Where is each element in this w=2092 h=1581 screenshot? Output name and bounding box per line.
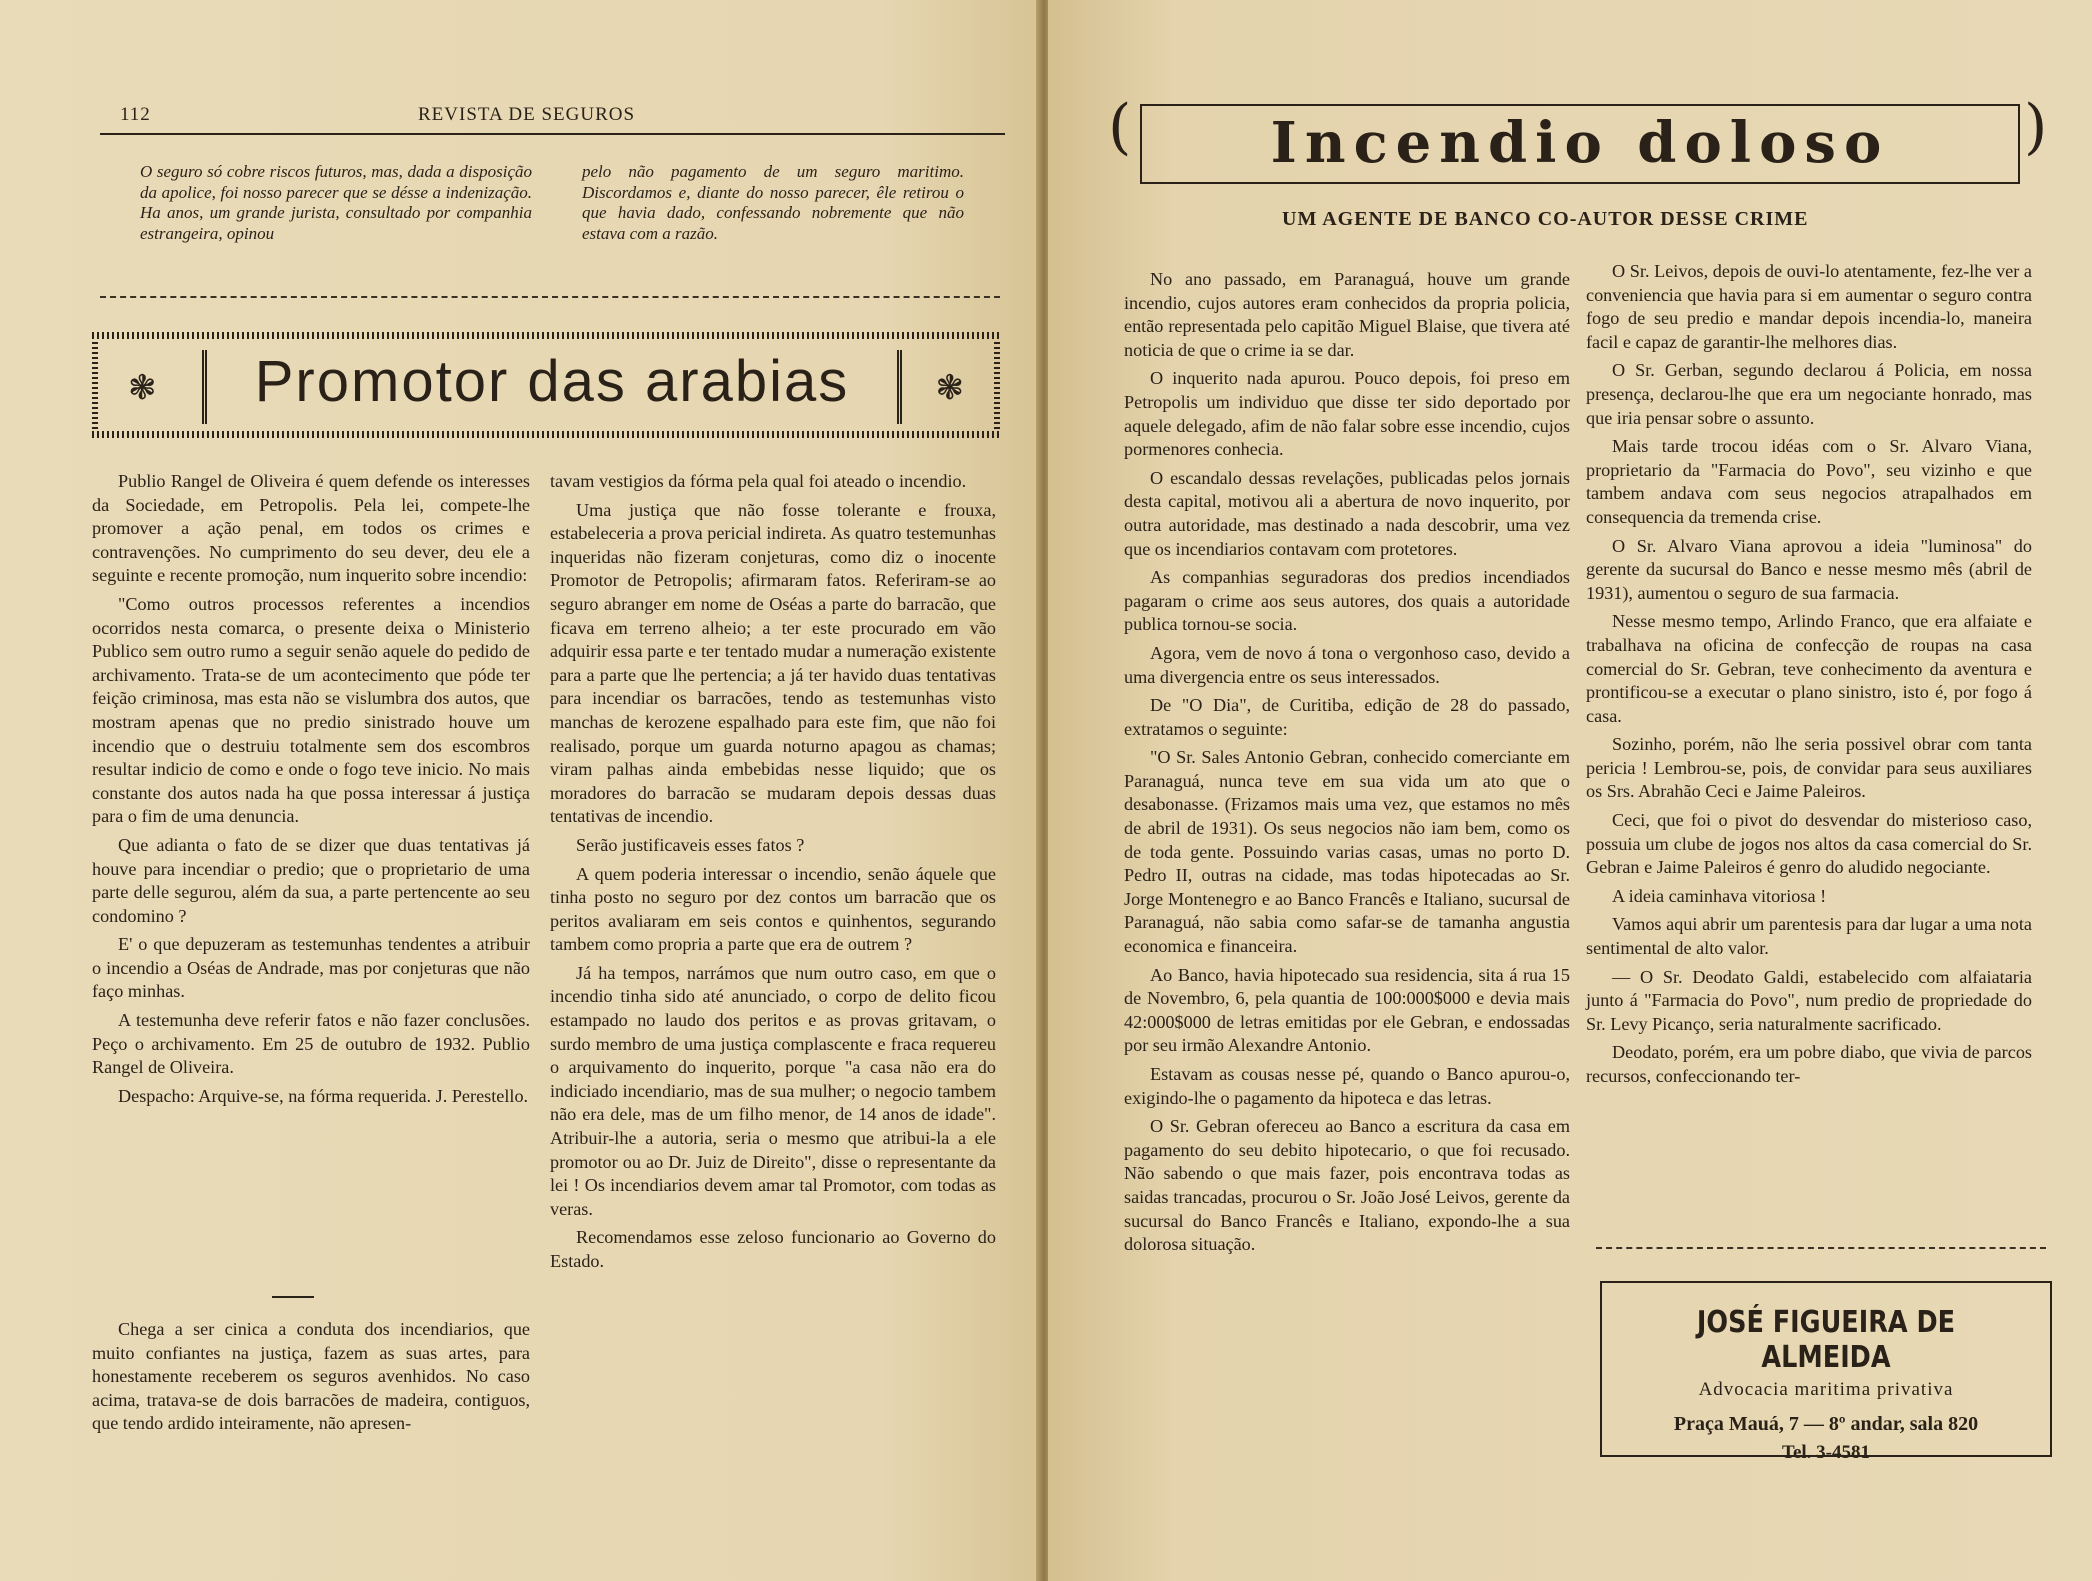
paragraph: Uma justiça que não fosse tolerante e frouxa, estabeleceria a prova pericial indireta. As quatro testemunhas inqueridas não fizeram conjeturas, como diz o inocente Promotor de Petropolis; afirmaram fatos. Referiram-se ao seguro abranger em nome de Oséas a parte do barracão, que ficava em terreno alheio; a ter este procurado em vão adquirir essa parte e ter tentado mudar a numeração existente para a parte que lhe pertencia; a já ter havido duas tentativas para incendiar os barracões, tendo as testemunhas visto manchas de kerozene espalhado para este fim, que não foi realisado, porque um guarda noturno apagou as chamas; viram palhas ainda embebidas nesse liquido; que os moradores do barracão se mudaram depois dessas duas tentativas de incendio. — [550, 499, 996, 827]
paragraph: tavam vestigios da fórma pela qual foi ateado o incendio. — [550, 471, 967, 491]
paragraph: A testemunha deve referir fatos e não fazer conclusões. Peço o archivamento. Em 25 de outubro de 1932. Publio Rangel de Oliveira. — [92, 1010, 530, 1078]
ad-specialty: Advocacia maritima privativa — [1698, 1379, 1954, 1400]
paragraph: "O Sr. Sales Antonio Gebran, conhecido comerciante em Paranaguá, nunca teve em sua vida um ato que o desabonasse. (Frizamos mais uma vez, que estamos no mês de abril de 1931). Os seus negocios não iam bem, como os de toda gente. Possuindo varias casas, umas no porto D. Pedro II, outras na cidade, mas todas hipotecadas ao Sr. Jorge Montenegro e ao Banco Francês e Italiano, sucursal de Paranaguá, não sabia como safar-se de tamanha angustia economica e financeira. — [1124, 747, 1570, 957]
paragraph: Sozinho, porém, não lhe seria possivel obrar com tanta pericia ! Lembrou-se, pois, de convidar para seus auxiliares os Srs. Abrahão Ceci e Jaime Paleiros. — [1586, 734, 2032, 802]
flower-ornament-icon: ❃ — [935, 370, 964, 407]
paragraph: No ano passado, em Paranaguá, houve um grande incendio, cujos autores eram conhecidos da propria policia, então representada pelo capitão Miguel Blaise, que tivera até noticia de que o crime ia se dar. — [1124, 269, 1570, 360]
ad-phone: Tel. 3-4581 — [1782, 1442, 1870, 1463]
bracket-ornament: ) — [2024, 92, 2048, 162]
paragraph: As companhias seguradoras dos predios incendiados pagaram o crime aos seus autores, dos quais a autoridade publica tornou-se socia. — [1124, 567, 1570, 635]
paragraph: Ceci, que foi o pivot do desvendar do misterioso caso, possuia um clube de jogos nos altos da casa comercial do Sr. Gebran e Jaime Paleiros é genro do aludido negociante. — [1586, 810, 2032, 878]
separator-rule — [1596, 1247, 2046, 1249]
page-number: 112 — [120, 104, 151, 125]
right-column-1 — [1124, 268, 1570, 1262]
advertisement-box — [1600, 1281, 2052, 1463]
intro-col-1 — [140, 162, 532, 244]
paragraph: Publio Rangel de Oliveira é quem defende os interesses da Sociedade, em Petropolis. Pela lei, compete-lhe promover a ação penal, em todos os crimes e contravenções. No cumprimento do seu dever, deu ele a seguinte e recente promoção, num inquerito sobre incendio: — [92, 471, 530, 586]
box-right-rule — [994, 342, 1000, 430]
paragraph: Agora, vem de novo á tona o vergonhoso caso, devido a uma divergencia entre os seus interessados. — [1124, 642, 1570, 687]
paragraph: Mais tarde trocou idéas com o Sr. Alvaro Viana, proprietario da "Farmacia do Povo", seu vizinho e que tambem andava com seus negocios atrapalhados em consequencia da tremenda crise. — [1586, 436, 2032, 527]
separator-rule — [100, 296, 1000, 298]
right-column-2 — [1586, 260, 2032, 1094]
paragraph: A ideia caminhava vitoriosa ! — [1612, 885, 1827, 906]
paragraph: O Sr. Alvaro Viana aprovou a ideia "luminosa" do gerente da sucursal do Banco e nesse mesmo mês (abril de 1931), aumentou o seguro de sua farmacia. — [1586, 535, 2032, 603]
intro-col-2 — [582, 162, 964, 244]
left-column-2 — [550, 470, 996, 1279]
intro-text-2: pelo não pagamento de um seguro maritimo. Discordamos e, diante do nosso parecer, êle retirou o que havia dado, confessando nobremente que não estava com a razão. — [582, 162, 964, 243]
header-rule — [100, 133, 1005, 135]
intro-text-1: O seguro só cobre riscos futuros, mas, dada a disposição da apolice, foi nosso parecer que se désse a indenização. Ha anos, um grande jurista, consultado por companhia estrangeira, opinou — [140, 162, 532, 243]
box-top-rule — [92, 332, 1000, 339]
paragraph: Deodato, porém, era um pobre diabo, que vivia de parcos recursos, confeccionando ter- — [1586, 1042, 2032, 1086]
box-left-rule — [92, 342, 98, 430]
paragraph: — O Sr. Deodato Galdi, estabelecido com alfaiataria junto á "Farmacia do Povo", num predio de propriedade do Sr. Levy Picanço, seria naturalmente sacrificado. — [1586, 966, 2032, 1034]
promotor-title-box — [92, 330, 1000, 440]
paragraph: O escandalo dessas revelações, publicadas pelos jornais desta capital, motivou ali a abertura de novo inquerito, por outra autoridade, mas destinado a nada descobrir, uma vez que os incendiarios contavam com protetores. — [1124, 467, 1570, 559]
running-title: REVISTA DE SEGUROS — [418, 104, 636, 125]
paragraph: Despacho: Arquive-se, na fórma requerida. J. Perestello. — [118, 1085, 529, 1106]
paragraph: O Sr. Gerban, segundo declarou á Policia, em nossa presença, declarou-lhe que era um negociante honrado, mas que iria pensar sobre o assunto. — [1586, 360, 2032, 428]
paragraph: Vamos aqui abrir um parentesis para dar lugar a uma nota sentimental de alto valor. — [1586, 914, 2032, 959]
left-column-1-after — [92, 1318, 530, 1441]
paragraph: O Sr. Gebran ofereceu ao Banco a escritura da casa em pagamento do seu debito hipotecario, o que foi recusado. Não sabendo o que mais fazer, pois encontrava todas as saidas trancadas, procurou o Sr. João José Leivos, gerente da sucursal do Banco Francês e Italiano, expondo-lhe a sua dolorosa situação. — [1124, 1116, 1570, 1255]
paragraph: Ao Banco, havia hipotecado sua residencia, sita á rua 15 de Novembro, 6, pela quantia de 100:000$000 e devia mais 42:000$000 de letras emitidas por ele Gebran, e endossadas por seu irmão Alexandre Antonio. — [1124, 964, 1570, 1056]
paragraph: Que adianta o fato de se dizer que duas tentativas já houve para incendiar o predio; que o proprietario de uma parte delle segurou, além da sua, a parte pertencente ao seu condomino ? — [92, 834, 530, 926]
paragraph: E' o que depuzeram as testemunhas tendentes a atribuir o incendio a Oséas de Andrade, mas por conjeturas que não faço minhas. — [92, 934, 530, 1002]
ad-name: JOSÉ FIGUEIRA DE ALMEIDA — [1696, 1305, 1956, 1375]
bracket-ornament: ( — [1108, 92, 1132, 162]
incendio-title-box — [1140, 100, 2020, 184]
paragraph: Estavam as cousas nesse pé, quando o Banco apurou-o, exigindo-lhe o pagamento da hipoteca e das letras. — [1124, 1064, 1570, 1108]
paragraph: "Como outros processos referentes a incendios ocorridos nesta comarca, o presente deixa o Ministerio Publico sem outro rumo a seguir senão aquele do pedido de archivamento. Trata-se de um acontecimento que póde ter feição criminosa, mas esta não se vislumbra dos autos, que mostram apenas que no predio sinistrado houve um incendio que o destruiu totalmente sem dos escombros resultar indicio de como e onde o fogo teve inicio. No mais constante dos autos nada ha que possa interessar á justiça para o fim de uma denuncia. — [92, 593, 530, 827]
paragraph: Recomendamos esse zeloso funcionario ao Governo do Estado. — [550, 1227, 996, 1271]
paragraph: A quem poderia interessar o incendio, senão áquele que tinha posto no seguro por dez contos um barracão que os peritos avaliaram em seis contos e quinhentos, segurando tambem como propria a parte que era de outrem ? — [550, 863, 996, 955]
paragraph: O inquerito nada apurou. Pouco depois, foi preso em Petropolis um individuo que disse ter sido deportado por aquele delegado, afim de não falar sobre esse incendio, cujos pormenores conhecia. — [1124, 368, 1570, 460]
paragraph: Nesse mesmo tempo, Arlindo Franco, que era alfaiate e trabalhava na oficina de confecção de roupas na casa comercial do Sr. Gebran, teve conhecimento da aventura e prontificou-se a executar o plano sinistro, isto é, por fogo á casa. — [1586, 611, 2032, 726]
box-bottom-rule — [92, 431, 1000, 438]
ad-address: Praça Mauá, 7 — 8º andar, sala 820 — [1673, 1413, 1979, 1435]
left-column-1 — [92, 470, 530, 1113]
left-page — [0, 0, 1040, 1581]
article-title: Incendio doloso — [1270, 110, 1890, 176]
paragraph: De "O Dia", de Curitiba, edição de 28 do passado, extratamos o seguinte: — [1124, 695, 1570, 739]
article-subtitle: UM AGENTE DE BANCO CO-AUTOR DESSE CRIME — [1282, 208, 1809, 230]
short-rule — [272, 1296, 314, 1298]
article-title: Promotor das arabias — [254, 349, 850, 414]
flower-ornament-icon: ❃ — [128, 370, 157, 407]
paragraph: Já ha tempos, narrámos que num outro caso, em que o incendio tinha sido até anunciado, o corpo de delito ficou estampado no laudo dos peritos e as provas gritavam, o surdo membro de uma justiça complascente e fraca requereu o arquivamento do inquerito, porque "a casa não era do indiciado incendiario, mas de sua mulher; o negocio tambem não era dele, mas de um filho menor, de 14 anos de idade". Atribuir-lhe a autoria, seria o mesmo que atribui-la a ele promotor ou ao Dr. Juiz de Direito", disse o representante da lei ! Os incendiarios devem amar tal Promotor, com todas as veras. — [550, 962, 996, 1219]
paragraph: Serão justificaveis esses fatos ? — [576, 834, 805, 855]
paragraph: O Sr. Leivos, depois de ouvi-lo atentamente, fez-lhe ver a conveniencia que havia para si em aumentar o seguro contra fogo de seu predio e mandar depois incendia-lo, maneira facil e capaz de garantir-lhe melhores dias. — [1586, 261, 2032, 352]
paragraph: Chega a ser cinica a conduta dos incendiarios, que muito confiantes na justiça, fazem as suas artes, para honestamente receberem os seguros avenhidos. No caso acima, tratava-se de dois barracões de madeira, contiguos, que tendo ardido inteiramente, não apresen- — [92, 1319, 530, 1434]
